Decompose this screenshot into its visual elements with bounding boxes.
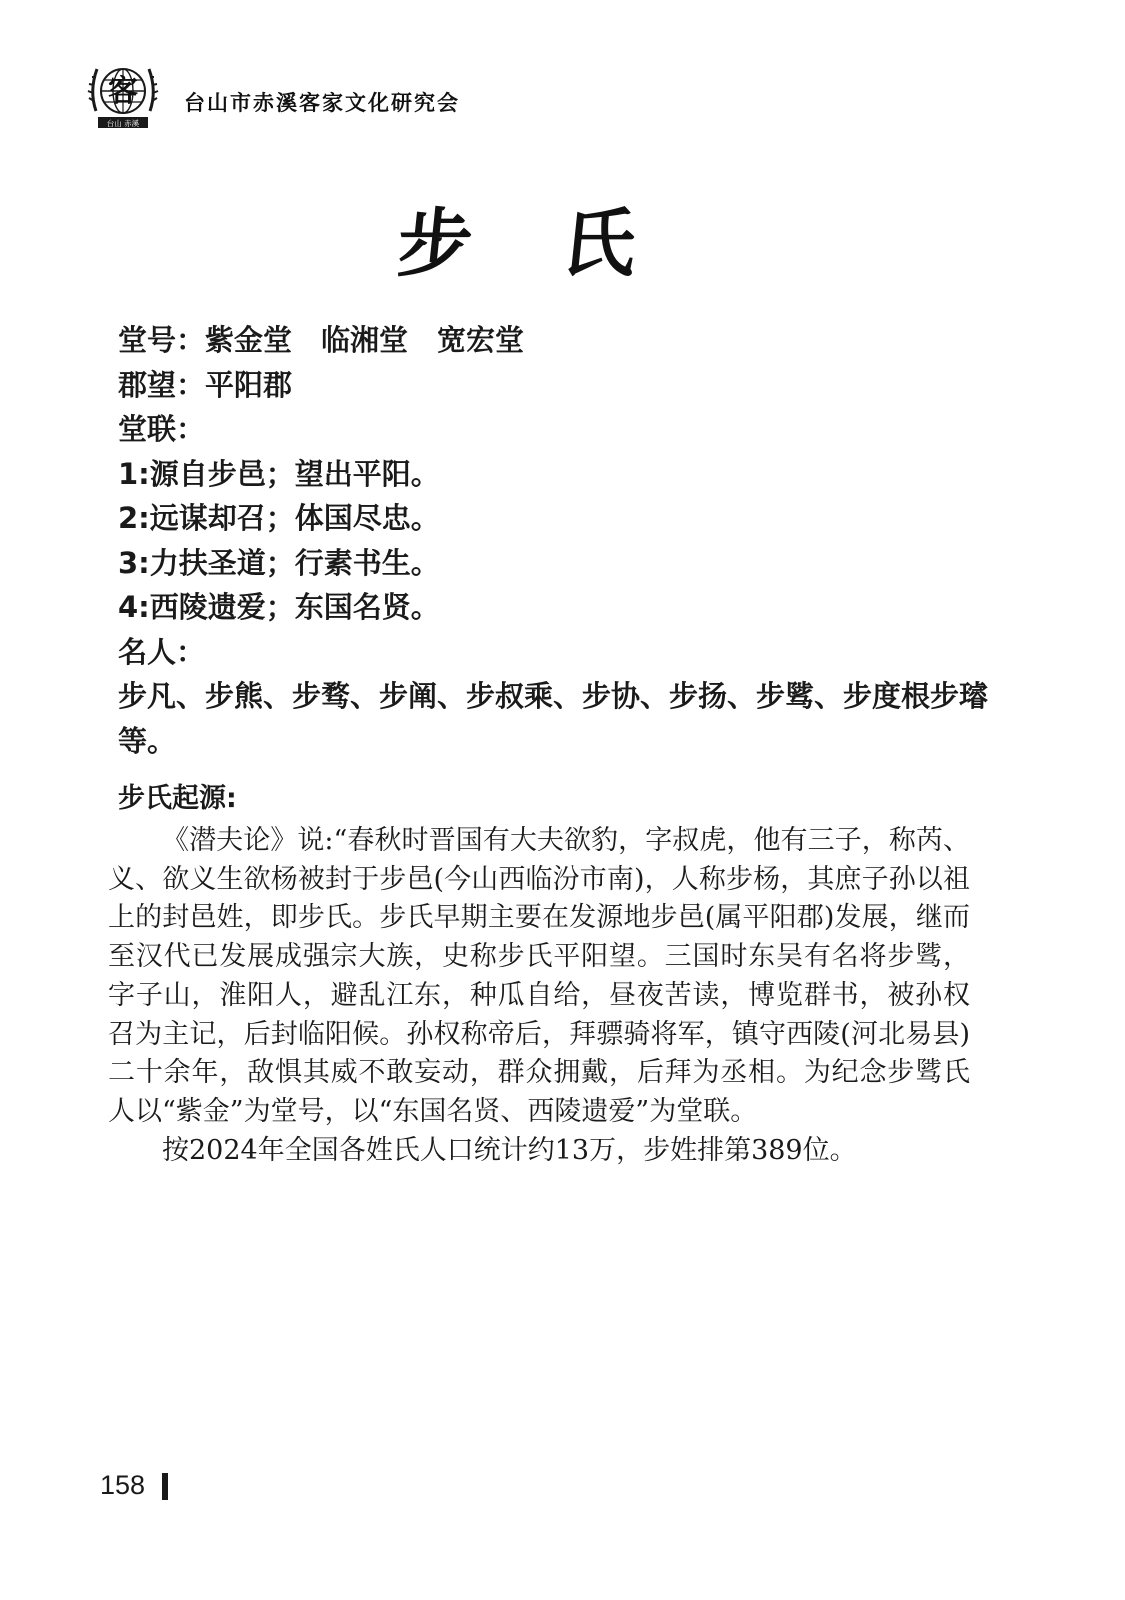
- svg-text:客: 客: [108, 74, 138, 109]
- famous-people: 步凡、步熊、步骛、步阐、步叔乘、步协、步扬、步骘、步度根步璿等。: [118, 679, 989, 758]
- couplet-item: 4:西陵遗爱；东国名贤。: [118, 590, 440, 624]
- origin-paragraph: 按2024年全国各姓氏人口统计约13万，步姓排第389位。: [162, 1134, 857, 1166]
- page-title: 步氏: [393, 201, 731, 287]
- origin-paragraph: 《潜夫论》说:“春秋时晋国有大夫欲豹，字叔虎，他有三子，称芮、义、欲义生欲杨被封于步邑(今山西临汾市南)，人称步杨，其庶子孙以祖上的封邑姓，即步氏。步氏早期主要在发源地步邑(属平阳郡)发展，继而至汉代已发展成强宗大族，史称步氏平阳望。三国时东吴有名将步骘，字子山，淮阳人，避乱江东，种瓜自给，昼夜苦读，博览群书，被孙权召为主记，后封临阳候。孙权称帝后，拜骠骑将军，镇守西陵(河北易县)二十余年，敌惧其威不敢妄动，群众拥戴，后拜为丞相。为纪念步骘氏人以“紫金”为堂号，以“东国名贤、西陵遗爱”为堂联。: [108, 825, 970, 1127]
- page-number-bar: [162, 1473, 168, 1500]
- page-number: 158: [100, 1470, 146, 1500]
- surname-info: [118, 318, 1018, 763]
- origin-heading: 步氏起源:: [118, 783, 237, 814]
- commandery: 郡望：平阳郡: [118, 367, 293, 402]
- couplet-item: 2:远谋却召；体国尽忠。: [118, 501, 440, 535]
- couplet-item: 3:力扶圣道；行素书生。: [118, 545, 440, 580]
- globe-emblem-icon: [84, 55, 162, 135]
- couplet-item: 1:源自步邑；望出平阳。: [118, 456, 440, 491]
- famous-label: 名人：: [118, 634, 206, 669]
- hall-names: 堂号：紫金堂 临湘堂 宽宏堂: [118, 323, 525, 357]
- page-header: [84, 55, 460, 135]
- origin-text: [108, 822, 970, 1170]
- couplets-label: 堂联：: [118, 412, 206, 446]
- svg-text:台山 赤溪: 台山 赤溪: [106, 119, 140, 128]
- organization-name: 台山市赤溪客家文化研究会: [184, 90, 460, 115]
